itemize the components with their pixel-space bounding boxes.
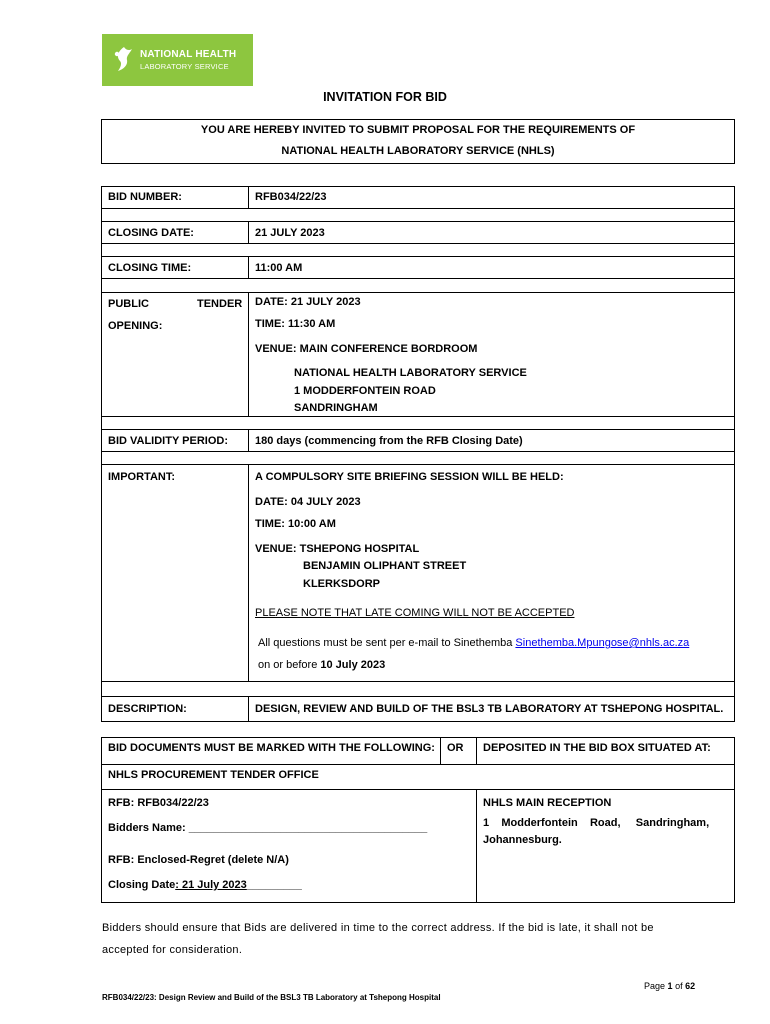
questions-line [258, 637, 689, 649]
closing-date-label: CLOSING DATE: [108, 227, 194, 239]
rfb-regret: RFB: Enclosed-Regret (delete N/A) [108, 854, 289, 866]
public-tender-label-2: TENDER [197, 298, 243, 310]
page-current: 1 [667, 981, 673, 991]
briefing-address-1: BENJAMIN OLIPHANT STREET [303, 560, 467, 572]
opening-date: DATE: 21 JULY 2023 [255, 296, 361, 308]
venue-address-3: SANDRINGHAM [294, 402, 378, 414]
delivery-note-line-1: Bidders should ensure that Bids are delivered in time to the correct address. If the bid is late, it shall not be [102, 922, 654, 934]
page-title: INVITATION FOR BID [323, 90, 447, 104]
rfb-reference: RFB: RFB034/22/23 [108, 797, 209, 809]
briefing-time: TIME: 10:00 AM [255, 518, 336, 530]
reception-address-2: Johannesburg. [483, 834, 562, 846]
questions-before: on or before [258, 659, 318, 671]
questions-deadline-line [258, 659, 385, 671]
opening-time: TIME: 11:30 AM [255, 318, 336, 330]
invitation-line-2: NATIONAL HEALTH LABORATORY SERVICE (NHLS) [281, 145, 555, 157]
invitation-line-1: YOU ARE HEREBY INVITED TO SUBMIT PROPOSAL FOR THE REQUIREMENTS OF [200, 124, 636, 136]
documents-deposited-label: DEPOSITED IN THE BID BOX SITUATED AT: [483, 742, 711, 754]
logo-line-1: NATIONAL HEALTH [140, 49, 237, 60]
document-footer: RFB034/22/23: Design Review and Build of the BSL3 TB Laboratory at Tshepong Hospital [102, 993, 441, 1002]
late-coming-note: PLEASE NOTE THAT LATE COMING WILL NOT BE ACCEPTED [255, 607, 575, 619]
nhls-logo [102, 34, 253, 86]
page-total: 62 [685, 981, 696, 991]
briefing-venue: VENUE: TSHEPONG HOSPITAL [255, 543, 420, 555]
bid-number-value: RFB034/22/23 [255, 191, 327, 203]
briefing-address-2: KLERKSDORP [303, 578, 381, 590]
briefing-date: DATE: 04 JULY 2023 [255, 496, 361, 508]
important-label: IMPORTANT: [108, 471, 176, 483]
bidders-name-line: Bidders Name: _______________________________________ [108, 822, 428, 834]
validity-value: 180 days (commencing from the RFB Closing Date) [255, 435, 523, 447]
logo-line-2: LABORATORY SERVICE [140, 62, 229, 71]
questions-deadline: 10 July 2023 [320, 659, 386, 671]
public-tender-label-3: OPENING: [108, 320, 163, 332]
briefing-heading: A COMPULSORY SITE BRIEFING SESSION WILL BE HELD: [255, 471, 564, 483]
closing-time-label: CLOSING TIME: [108, 262, 192, 274]
validity-label: BID VALIDITY PERIOD: [108, 435, 228, 447]
description-label: DESCRIPTION: [108, 703, 187, 715]
page-number [644, 981, 695, 991]
description-value: DESIGN, REVIEW AND BUILD OF THE BSL3 TB LABORATORY AT TSHEPONG HOSPITAL. [255, 703, 724, 715]
procurement-office: NHLS PROCUREMENT TENDER OFFICE [108, 769, 319, 781]
bid-number-label: BID NUMBER: [108, 191, 182, 203]
public-tender-label-1: PUBLIC [108, 298, 149, 310]
reception-title: NHLS MAIN RECEPTION [483, 797, 612, 809]
closing-date-trail: _________ [246, 879, 302, 891]
page-label: Page [644, 981, 666, 991]
closing-date-underlined: : 21 July 2023 [175, 879, 247, 891]
delivery-note-line-2: accepted for consideration. [102, 944, 243, 956]
venue-address-1: NATIONAL HEALTH LABORATORY SERVICE [294, 367, 527, 379]
opening-venue: VENUE: MAIN CONFERENCE BORDROOM [255, 343, 478, 355]
closing-time-value: 11:00 AM [255, 262, 303, 274]
documents-or-label: OR [447, 742, 464, 754]
nhls-emblem-icon [112, 45, 136, 73]
closing-date-value: 21 JULY 2023 [255, 227, 325, 239]
documents-marked-label: BID DOCUMENTS MUST BE MARKED WITH THE FOLLOWING: [108, 742, 435, 754]
venue-address-2: 1 MODDERFONTEIN ROAD [294, 385, 436, 397]
reception-address-1: 1 Modderfontein Road, Sandringham, [483, 817, 710, 829]
page-of: of [675, 981, 683, 991]
questions-text: All questions must be sent per e-mail to Sinethemba [258, 637, 513, 649]
closing-date-text: Closing Date [108, 879, 176, 891]
closing-date-line [108, 879, 302, 891]
questions-email-link[interactable]: Sinethemba.Mpungose@nhls.ac.za [515, 637, 690, 649]
